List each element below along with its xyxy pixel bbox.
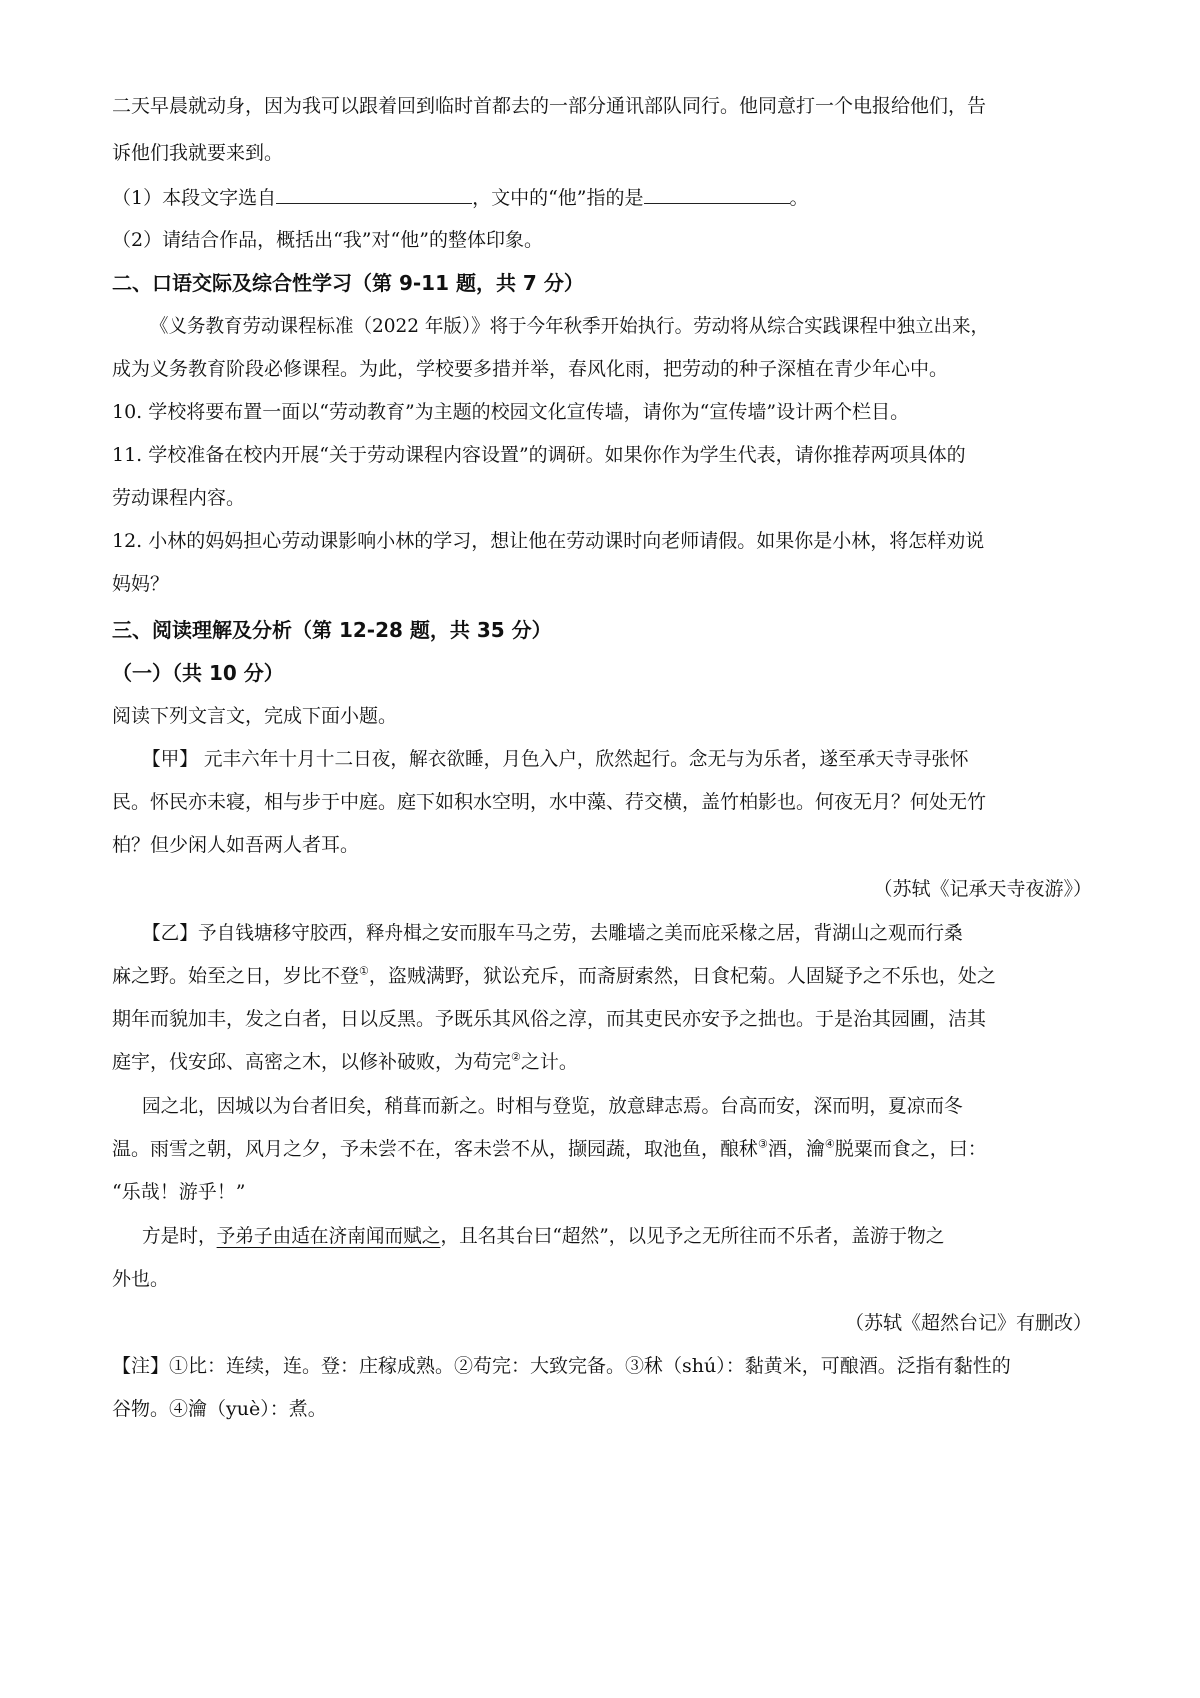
yi-para3-prefix: 方是时， (142, 1225, 217, 1247)
annotation-line-2: 谷物。④瀹（yuè）：煮。 (112, 1398, 327, 1420)
annotation-line-1: 【注】①比：连续，连。登：庄稼成熟。②苟完：大致完备。③秫（shú）：黏黄米，可酿酒。泛指有黏性的 (112, 1355, 1011, 1377)
question-12-line-2: 妈妈？ (112, 573, 170, 595)
note-mark-2: ② (511, 1050, 521, 1064)
answer-blank-2[interactable] (644, 183, 790, 204)
yi-line-2-a: 麻之野。始至之日，岁比不登 (112, 965, 360, 987)
yi-para2-line-2-b: 酒，瀹 (767, 1138, 825, 1160)
note-mark-1: ① (359, 964, 369, 978)
yi-line-4-a: 庭宇，伐安邱、高密之木，以修补破败，为苟完 (112, 1051, 512, 1073)
yi-source: （苏轼《超然台记》有删改） (844, 1312, 1092, 1334)
yi-para2-line-3: “乐哉！游乎！” (112, 1181, 246, 1203)
yi-para3-line-1 (142, 1223, 1104, 1249)
question-1-middle: ，文中的“他”指的是 (472, 187, 644, 209)
section-2-para-line-2: 成为义务教育阶段必修课程。为此，学校要多措并举，春风化雨，把劳动的种子深植在青少年心中。 (112, 358, 949, 380)
note-mark-4: ④ (824, 1137, 835, 1151)
section-2-heading: 二、口语交际及综合性学习（第 9-11 题，共 7 分） (112, 271, 584, 295)
question-11-line-1: 11. 学校准备在校内开展“关于劳动课程内容设置”的调研。如果你作为学生代表，请你推荐两项具体的 (112, 444, 966, 466)
question-11-line-2: 劳动课程内容。 (112, 487, 246, 509)
underlined-sentence: 予弟子由适在济南闻而赋之 (216, 1225, 441, 1247)
yi-line-4-b: 之计。 (520, 1051, 578, 1073)
jia-line-2: 民。怀民亦未寝，相与步于中庭。庭下如积水空明，水中藻、荇交横，盖竹柏影也。何夜无月？何处无竹 (112, 791, 987, 813)
jia-source: （苏轼《记承天寺夜游》） (873, 878, 1092, 900)
yi-line-1: 【乙】予自钱塘移守胶西，释舟楫之安而服车马之劳，去雕墙之美而庇采椽之居，背湖山之观而行桑 (142, 922, 963, 944)
yi-para3-line-2: 外也。 (112, 1268, 170, 1290)
answer-blank-1[interactable] (276, 183, 472, 204)
yi-line-2-b: ，盗贼满野，狱讼充斥，而斋厨索然，日食杞菊。人固疑予之不乐也，处之 (368, 965, 996, 987)
jia-line-1: 【甲】 元丰六年十月十二日夜，解衣欲睡，月色入户，欣然起行。念无与为乐者，遂至承天寺寻张怀 (142, 748, 969, 770)
yi-para2-line-2-c: 脱粟而食之，曰： (834, 1138, 987, 1160)
question-2: （2）请结合作品，概括出“我”对“他”的整体印象。 (112, 229, 543, 251)
intro-line-2: 诉他们我就要来到。 (112, 142, 284, 164)
yi-line-4 (112, 1049, 1092, 1075)
question-12-line-1: 12. 小林的妈妈担心劳动课影响小林的学习，想让他在劳动课时向老师请假。如果你是小林，将怎样劝说 (112, 530, 985, 552)
intro-line-1: 二天早晨就动身，因为我可以跟着回到临时首都去的一部分通讯部队同行。他同意打一个电报给他们，告 (112, 95, 987, 117)
yi-para2-line-2 (112, 1136, 1092, 1162)
yi-line-2 (112, 963, 1092, 989)
jia-line-3: 柏？但少闲人如吾两人者耳。 (112, 834, 360, 856)
question-10: 10. 学校将要布置一面以“劳动教育”为主题的校园文化宣传墙，请你为“宣传墙”设计两个栏目。 (112, 401, 910, 423)
reading-instruction: 阅读下列文言文，完成下面小题。 (112, 705, 398, 727)
section-2-para-line-1: 《义务教育劳动课程标准（2022 年版）》将于今年秋季开始执行。劳动将从综合实践课程中独立出来， (150, 315, 990, 337)
yi-para3-suffix: ，且名其台曰“超然”，以见予之无所往而不乐者，盖游于物之 (440, 1225, 945, 1247)
question-1 (112, 183, 1092, 211)
section-3-heading: 三、阅读理解及分析（第 12-28 题，共 35 分） (112, 618, 552, 642)
yi-para2-line-1: 园之北，因城以为台者旧矣，稍葺而新之。时相与登览，放意肆志焉。台高而安，深而明，夏凉而冬 (142, 1095, 963, 1117)
question-1-prefix: （1）本段文字选自 (112, 187, 277, 209)
section-3-subheading: （一）（共 10 分） (112, 661, 284, 685)
yi-line-3: 期年而貌加丰，发之白者，日以反黑。予既乐其风俗之淳，而其吏民亦安予之拙也。于是治其园圃，洁其 (112, 1008, 987, 1030)
note-mark-3: ③ (758, 1137, 768, 1151)
question-1-suffix: 。 (789, 187, 809, 209)
yi-para2-line-2-a: 温。雨雪之朝，风月之夕，予未尝不在，客未尝不从，撷园蔬，取池鱼，酿秫 (112, 1138, 759, 1160)
